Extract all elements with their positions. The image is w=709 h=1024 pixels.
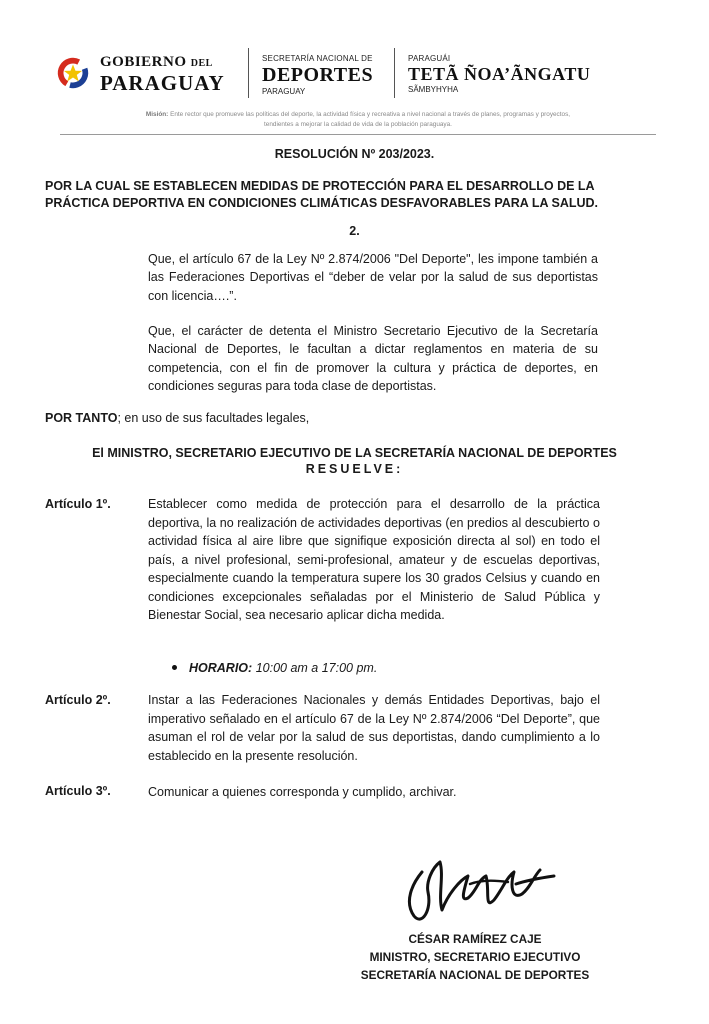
article-label: Artículo 1º. <box>45 497 111 511</box>
header-divider <box>394 48 395 98</box>
guarani-title: TETÃ ÑOA’ÃNGATU <box>408 64 591 84</box>
resuelve-heading: RESUELVE: <box>305 462 404 476</box>
guarani-label: PARAGUÁI <box>408 54 451 63</box>
deportes-title: DEPORTES <box>262 64 374 86</box>
considerando-paragraph: Que, el carácter de detenta el Ministro Secretario Ejecutivo de la Secretaría Nacional de Deportes, le facultan a dictar reglamentos en materia de su competencia, con el fin de promover la cultura y práctica de deportes, en condiciones seguras para toda clase de deportistas. <box>148 324 598 393</box>
guarani-subtitle: SÃMBYHYHA <box>408 85 459 94</box>
mision-statement: Misión: Ente rector que promueve las políticas del deporte, la actividad física y recreativa a nivel nacional a través de planes, programas y proyectos, tendientes a mejorar la calidad de vida de la población paraguaya. <box>145 111 571 128</box>
por-tanto-clause: POR TANTO; en uso de sus facultades legales, <box>45 411 310 425</box>
gobierno-logo <box>54 50 234 100</box>
secretaria-label: SECRETARÍA NACIONAL DE <box>262 54 373 63</box>
secretaria-logo <box>262 54 387 96</box>
article-text: Comunicar a quienes corresponda y cumplido, archivar. <box>148 785 457 799</box>
article-text: Establecer como medida de protección para el desarrollo de la práctica deportiva, la no realización de actividades deportivas (en predios al descubierto o actividad física al aire libre que signifique exposición directa al sol) en todo el país, a nivel profesional, semi-profesional, amateur y de escuelas deportivas, especialmente cuando la temperatura supere los 30 grados Celsius y cuando en condiciones excepcionales señaladas por el Ministerio de Salud Pública y Bienestar Social, sea necesario aplicar dicha medida. <box>148 497 600 622</box>
header-rule <box>60 134 656 135</box>
paraguay-star-emblem-icon <box>54 54 92 92</box>
signatory-institution: SECRETARÍA NACIONAL DE DEPORTES <box>360 968 590 982</box>
bullet-icon <box>172 665 177 670</box>
article-label: Artículo 2º. <box>45 693 111 707</box>
signatory-title: MINISTRO, SECRETARIO EJECUTIVO <box>369 950 581 964</box>
gobierno-title: GOBIERNO DEL <box>100 54 213 70</box>
handwritten-signature <box>398 850 568 930</box>
page-number: 2. <box>349 224 360 238</box>
signatory-name: CÉSAR RAMÍREZ CAJE <box>408 932 542 946</box>
resolution-number: RESOLUCIÓN Nº 203/2023. <box>274 147 435 161</box>
paraguay-title: PARAGUAY <box>100 71 225 95</box>
guarani-logo <box>408 54 608 94</box>
considerando-paragraph: Que, el artículo 67 de la Ley Nº 2.874/2006 "Del Deporte", les impone también a las Federaciones Deportivas el “deber de velar por la salud de sus deportistas con licencia….”. <box>148 252 598 303</box>
header-divider <box>248 48 249 98</box>
horario-item: HORARIO: 10:00 am a 17:00 pm. <box>172 661 377 675</box>
resolution-title: POR LA CUAL SE ESTABLECEN MEDIDAS DE PROTECCIÓN PARA EL DESARROLLO DE LA PRÁCTICA DEPORTIVA EN CONDICIONES CLIMÁTICAS DESFAVORABLES PARA LA SALUD. <box>45 179 599 210</box>
article-text: Instar a las Federaciones Nacionales y demás Entidades Deportivas, bajo el imperativo señalado en el artículo 67 de la Ley Nº 2.874/2006 “Del Deporte”, que asuman el rol de velar por la salud de sus deportistas, dando cumplimiento a lo establecido en la presente resolución. <box>148 693 600 763</box>
secretaria-country: PARAGUAY <box>262 87 306 96</box>
article-label: Artículo 3º. <box>45 784 111 798</box>
ministro-heading: El MINISTRO, SECRETARIO EJECUTIVO DE LA SECRETARÍA NACIONAL DE DEPORTES <box>92 446 617 460</box>
